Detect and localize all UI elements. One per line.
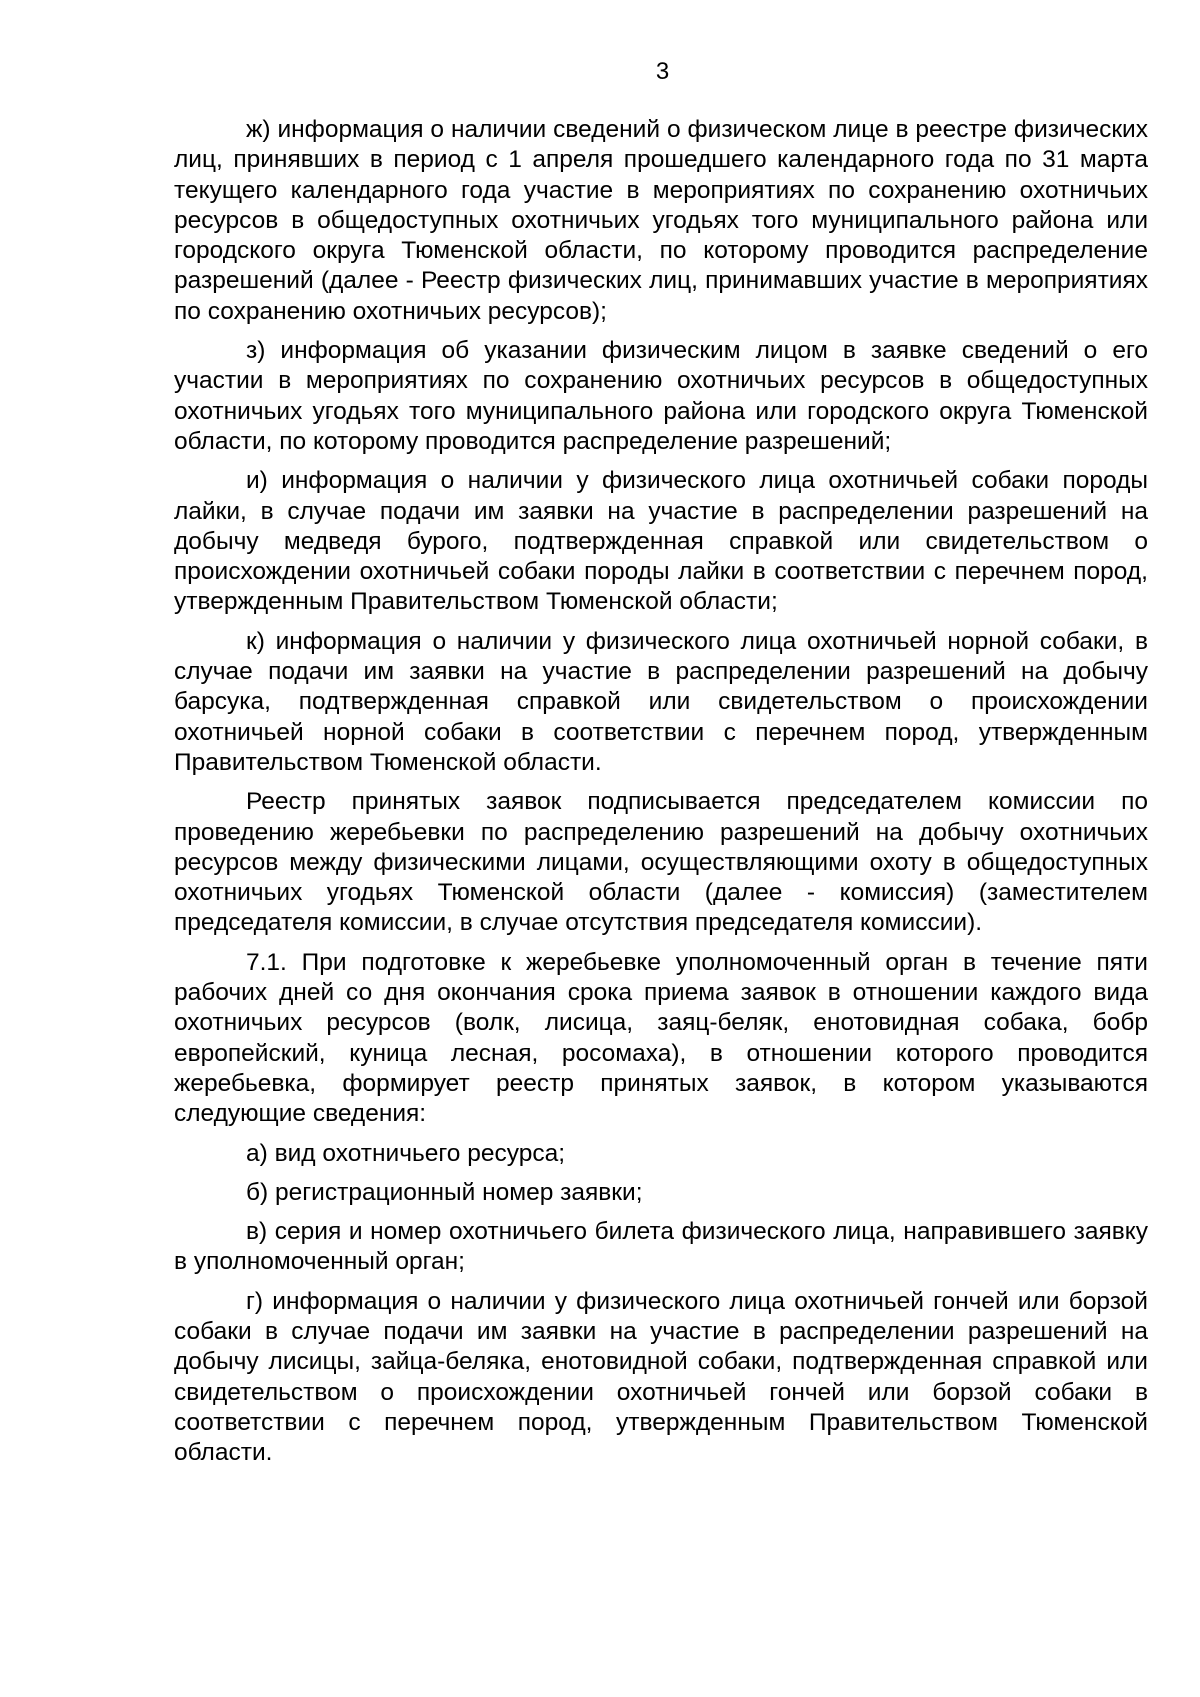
paragraph-7-1: 7.1. При подготовке к жеребьевке уполномоченный орган в течение пяти рабочих дней со дня окончания срока приема заявок в отношении каждого вида охотничьих ресурсов (волк, лисица, заяц-беляк, енотовидная собака, бобр европейский, куница лесная, росомаха), в отношении которого проводится жеребьевка, формирует реестр принятых заявок, в котором указываются следующие сведения: [174, 948, 1148, 1128]
paragraph-g: г) информация о наличии у физического лица охотничьей гончей или борзой собаки в случае подачи им заявки на участие в распределении разрешений на добычу лисицы, зайца-беляка, енотовидной собаки, подтвержденная справкой или свидетельством о происхождении охотничьей гончей или борзой собаки в соответствии с перечнем пород, утвержденным Правительством Тюменской области. [174, 1287, 1148, 1467]
paragraph-i: и) информация о наличии у физического лица охотничьей собаки породы лайки, в случае подачи им заявки на участие в распределении разрешений на добычу медведя бурого, подтвержденная справкой или свидетельством о происхождении охотничьей собаки породы лайки в соответствии с перечнем пород, утвержденным Правительством Тюменской области; [174, 467, 1148, 616]
page-number: 3 [655, 58, 670, 85]
paragraph-a: а) вид охотничьего ресурса; [246, 1139, 566, 1167]
paragraph-v: в) серия и номер охотничьего билета физического лица, направившего заявку в уполномоченный орган; [174, 1218, 1148, 1276]
paragraph-registry-signature: Реестр принятых заявок подписывается председателем комиссии по проведению жеребьевки по распределению разрешений на добычу охотничьих ресурсов между физическими лицами, осуществляющими охоту в общедоступных охотничьих угодьях Тюменской области (далее - комиссия) (заместителем председателя комиссии, в случае отсутствия председателя комиссии). [174, 788, 1148, 937]
paragraph-b: б) регистрационный номер заявки; [246, 1178, 643, 1206]
paragraph-zh: ж) информация о наличии сведений о физическом лице в реестре физических лиц, принявших в период с 1 апреля прошедшего календарного года по 31 марта текущего календарного года участие в мероприятиях по сохранению охотничьих ресурсов в общедоступных охотничьих угодьях того муниципального района или городского округа Тюменской области, по которому проводится распределение разрешений (далее - Реестр физических лиц, принимавших участие в мероприятиях по сохранению охотничьих ресурсов); [174, 116, 1148, 325]
paragraph-k: к) информация о наличии у физического лица охотничьей норной собаки, в случае подачи им заявки на участие в распределении разрешений на добычу барсука, подтвержденная справкой или свидетельством о происхождении охотничьей норной собаки в соответствии с перечнем пород, утвержденным Правительством Тюменской области. [174, 627, 1148, 776]
paragraph-z: з) информация об указании физическим лицом в заявке сведений о его участии в мероприятиях по сохранению охотничьих ресурсов в общедоступных охотничьих угодьях того муниципального района или городского округа Тюменской области, по которому проводится распределение разрешений; [174, 337, 1148, 455]
document-body [174, 115, 1148, 1477]
